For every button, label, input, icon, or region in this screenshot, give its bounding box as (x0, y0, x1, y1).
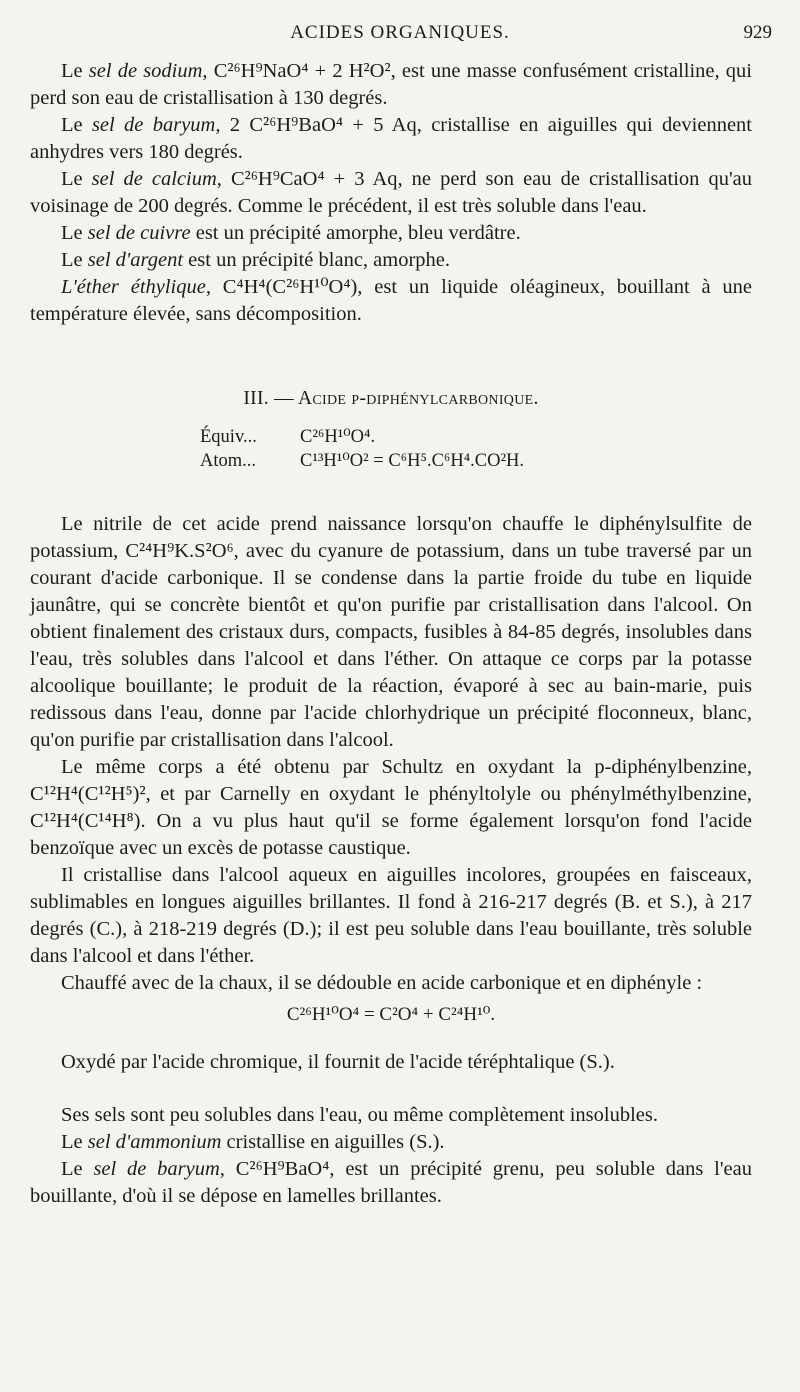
text: C²⁶H⁹NaO⁴ + 2 H²O², est une masse confusément cristalline, qui perd son eau de cristallisation à 130 degrés. (30, 60, 753, 109)
text: Le (61, 60, 89, 82)
text: C²⁶H⁹CaO⁴ + 3 Aq, ne perd son eau de cristallisation qu'au voisinage de 200 degrés. Comme le précédent, il est très soluble dans l'eau. (30, 168, 753, 217)
text: Le (61, 1158, 94, 1180)
italic-term: sel de sodium, (88, 60, 208, 82)
paragraph-crystallization: Il cristallise dans l'alcool aqueux en aiguilles incolores, groupées en faisceaux, sublimables en longues aiguilles brillantes. Il fond à 216-217 degrés (B. et S.), à 217 degrés (C.), à 218-219 degrés (D.); il est peu soluble dans l'eau bouillante, très soluble dans l'alcool et dans l'éther. (30, 864, 752, 967)
italic-term: sel de calcium, (91, 168, 222, 190)
text: C²⁶H⁹BaO⁴, est un précipité grenu, peu soluble dans l'eau bouillante, d'où il se dépose en lamelles brillantes. (30, 1158, 752, 1207)
atomic-label: Atom... (200, 451, 257, 471)
page-header (0, 20, 800, 50)
page-number: 929 (743, 22, 772, 43)
paragraph-heating-with-lime: Chauffé avec de la chaux, il se dédouble en acide carbonique et en diphényle : (61, 972, 703, 994)
atomic-formula-row (200, 449, 752, 473)
paragraph-ethyl-ether (30, 274, 752, 328)
equivalent-formula: C²⁶H¹⁰O⁴. (300, 427, 376, 447)
paragraph-salts-solubility: Ses sels sont peu solubles dans l'eau, ou même complètement insolubles. (61, 1104, 658, 1126)
paragraph-copper-salt (30, 220, 752, 247)
equivalent-formula-row (200, 425, 752, 449)
paragraph-barium-salt-2 (30, 1156, 752, 1210)
paragraph-barium-salt (30, 112, 752, 166)
formula-block (200, 425, 752, 473)
text: C⁴H⁴(C²⁶H¹⁰O⁴), est un liquide oléagineux, bouillant à une température élevée, sans décomposition. (30, 276, 752, 325)
text: Le (61, 1131, 88, 1153)
italic-term: sel de cuivre (87, 222, 191, 244)
decomposition-equation: C²⁶H¹⁰O⁴ = C²O⁴ + C²⁴H¹⁰. (286, 1004, 496, 1025)
atomic-formula: C¹³H¹⁰O² = C⁶H⁵.C⁶H⁴.CO²H. (300, 451, 525, 471)
text: 2 C²⁶H⁹BaO⁴ + 5 Aq, cristallise en aiguilles qui deviennent anhydres vers 180 degrés. (30, 114, 752, 163)
page-body (30, 58, 752, 1210)
paragraph-silver-salt (30, 247, 752, 274)
italic-term: sel de baryum, (91, 114, 221, 136)
section-gap (30, 1076, 752, 1102)
italic-term: sel d'ammonium (87, 1131, 222, 1153)
text: Le (61, 114, 92, 136)
italic-term: sel de baryum, (93, 1158, 225, 1180)
paragraph-oxidation: Oxydé par l'acide chromique, il fournit de l'acide téréphtalique (S.). (61, 1051, 615, 1073)
running-title: ACIDES ORGANIQUES. (290, 22, 510, 43)
italic-term: sel d'argent (87, 249, 184, 271)
equivalent-label: Équiv... (200, 427, 257, 447)
paragraph-nitrile-preparation: Le nitrile de cet acide prend naissance lorsqu'on chauffe le diphénylsulfite de potassium, C²⁴H⁹K.S²O⁶, avec du cyanure de potassium, dans un tube traversé par un courant d'acide carbonique. Il se condense dans la partie froide du tube en liquide jaunâtre, qui se concrète bientôt et qu'on purifie par cristallisation dans l'alcool. On obtient finalement des cristaux durs, compacts, fusibles à 84-85 degrés, insolubles dans l'eau, très solubles dans l'alcool et dans l'éther. On attaque ce corps par la potasse alcoolique bouillante; le produit de la réaction, évaporé à sec au bain-marie, puis redissous dans l'eau, donne par l'acide chlorhydrique un précipité floconneux, blanc, qu'on purifie par cristallisation dans l'alcool. (30, 513, 752, 751)
text: Le (61, 249, 88, 271)
italic-term: L'éther éthylique, (61, 276, 211, 298)
text: Le (61, 222, 88, 244)
text: est un précipité amorphe, bleu verdâtre. (190, 222, 521, 244)
text: cristallise en aiguilles (S.). (221, 1131, 445, 1153)
section-heading: III. — Acide p-diphénylcarbonique. (243, 388, 539, 409)
text: est un précipité blanc, amorphe. (183, 249, 451, 271)
paragraph-calcium-salt (30, 166, 752, 220)
paragraph-sodium-salt (30, 58, 752, 112)
paragraph-ammonium-salt (30, 1129, 752, 1156)
text: Le (61, 168, 92, 190)
paragraph-other-syntheses: Le même corps a été obtenu par Schultz en oxydant la p-diphénylbenzine, C¹²H⁴(C¹²H⁵)², et par Carnelly en oxydant le phényltolyle ou phénylméthylbenzine, C¹²H⁴(C¹⁴H⁸). On a vu plus haut qu'il se forme également lorsqu'on fond l'acide benzoïque avec un excès de potasse caustique. (30, 756, 752, 859)
